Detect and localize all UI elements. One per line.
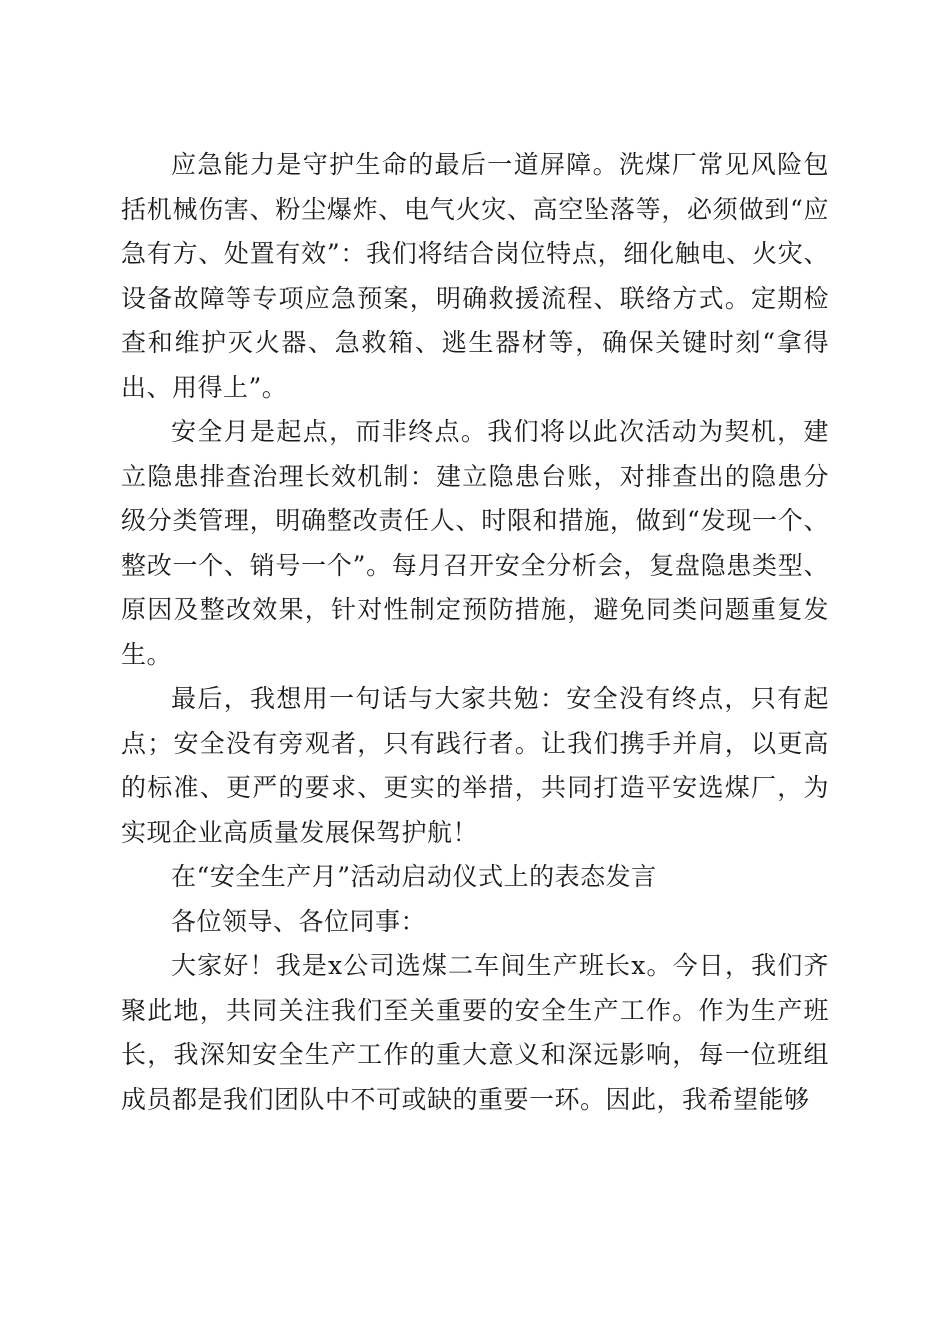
speech-salutation: 各位领导、各位同事： [171,906,427,936]
paragraph-safety-month-mechanism: 安全月是起点，而非终点。我们将以此次活动为契机，建立隐患排查治理长效机制：建立隐患台账，对排查出的隐患分级分类管理，明确整改责任人、时限和措施，做到“发现一个、整改一个、销号一个”。每月召开安全分析会，复盘隐患类型、原因及整改效果，针对性制定预防措施，避免同类问题重复发生。 [121,417,829,669]
paragraph-emergency-capability: 应急能力是守护生命的最后一道屏障。洗煤厂常见风险包括机械伤害、粉尘爆炸、电气火灾、高空坠落等，必须做到“应急有方、处置有效”：我们将结合岗位特点，细化触电、火灾、设备故障等专项应急预案，明确救援流程、联络方式。定期检查和维护灭火器、急救箱、逃生器材等，确保关键时刻“拿得出、用得上”。 [121,150,829,402]
document-body [121,143,829,1122]
paragraph-speech-opening: 大家好！我是x公司选煤二车间生产班长x。今日，我们齐聚此地，共同关注我们至关重要的安全生产工作。作为生产班长，我深知安全生产工作的重大意义和深远影响，每一位班组成员都是我们团队中不可或缺的重要一环。因此，我希望能够 [121,951,829,1114]
speech-title: 在“安全生产月”活动启动仪式上的表态发言 [171,862,657,891]
paragraph-closing-remarks: 最后，我想用一句话与大家共勉：安全没有终点，只有起点；安全没有旁观者，只有践行者。让我们携手并肩，以更高的标准、更严的要求、更实的举措，共同打造平安选煤厂，为实现企业高质量发展保驾护航！ [121,684,829,847]
